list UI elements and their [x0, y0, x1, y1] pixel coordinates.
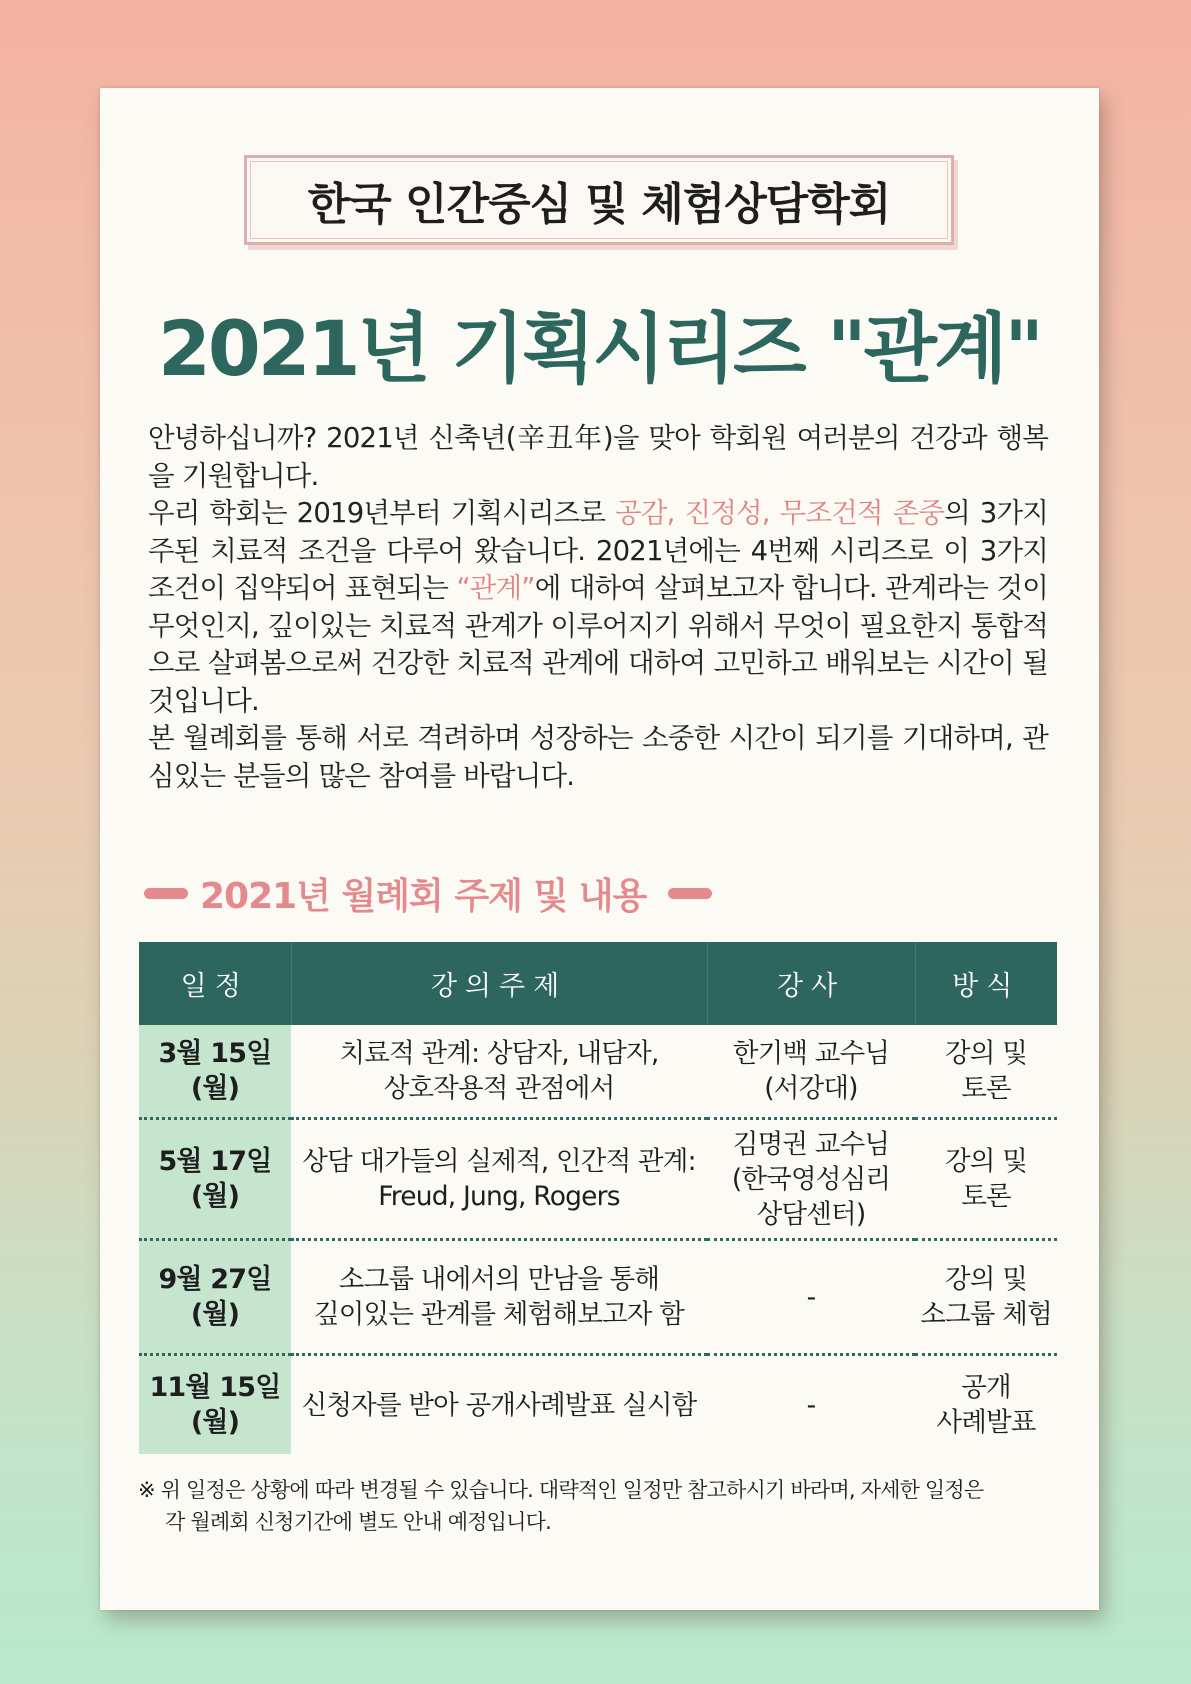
org-name: 한국 인간중심 및 체험상담학회	[307, 179, 891, 230]
weekday-line: (월)	[190, 1181, 240, 1212]
topic-cell	[291, 1355, 707, 1455]
method-line: 사례발표	[936, 1407, 1036, 1438]
lecturer-line: (서강대)	[764, 1073, 858, 1104]
method-line: 강의 및	[944, 1264, 1028, 1295]
table-row	[139, 1240, 1057, 1355]
weekday-line: (월)	[190, 1299, 240, 1330]
date-line: 5월 17일	[158, 1146, 272, 1177]
date-cell	[139, 1355, 291, 1455]
lecturer-line: -	[806, 1281, 816, 1313]
table-row	[139, 1119, 1057, 1240]
intro-text-part: 우리 학회는 2019년부터 기획시리즈로	[148, 497, 616, 529]
intro-greeting: 안녕하십니까? 2021년 신축년(辛丑年)을 맞아 학회원 여러분의 건강과 행복을 기원합니다.	[148, 422, 1048, 492]
flyer-paper	[100, 88, 1099, 1610]
topic-cell	[291, 1025, 707, 1119]
intro-text	[148, 420, 1048, 795]
topic-line: 소그룹 내에서의 만남을 통해	[338, 1264, 660, 1295]
header-topic: 강의주제	[291, 942, 707, 1025]
date-cell	[139, 1025, 291, 1119]
table-row	[139, 1025, 1057, 1119]
schedule-section-title: 2021년 월례회 주제 및 내용	[200, 875, 647, 917]
highlight-conditions: 공감, 진정성, 무조건적 존중	[615, 497, 945, 529]
method-line: 강의 및	[944, 1146, 1028, 1177]
lecturer-line: -	[806, 1389, 816, 1421]
schedule-section-heading	[144, 868, 712, 918]
note-line: ※ 위 일정은 상황에 따라 변경될 수 있습니다. 대략적인 일정만 참고하시기 바라며, 자세한 일정은	[138, 1478, 984, 1502]
topic-line: 치료적 관계: 상담자, 내담자,	[339, 1038, 659, 1069]
table-row	[139, 1355, 1057, 1455]
method-cell	[915, 1119, 1057, 1240]
header-date: 일정	[139, 942, 291, 1025]
date-cell	[139, 1119, 291, 1240]
lecturer-line: (한국영성심리	[731, 1163, 891, 1195]
topic-cell	[291, 1240, 707, 1355]
header-lecturer: 강사	[707, 942, 915, 1025]
date-cell	[139, 1240, 291, 1355]
method-cell	[915, 1355, 1057, 1455]
org-name-box	[244, 155, 954, 245]
intro-closing: 본 월례회를 통해 서로 격려하며 성장하는 소중한 시간이 되기를 기대하며, 관심있는 분들의 많은 참여를 바랍니다.	[148, 722, 1048, 792]
intro-text-part: 의 3가지 주된 치료적 조건을 다루어 왔습니다. 2021년에는 4번째 시리즈로 이 3가지 조건이 집약되어 표현되는	[148, 497, 1049, 604]
header-method: 방식	[915, 942, 1057, 1025]
topic-line: 깊이있는 관계를 체험해보고자 함	[313, 1299, 685, 1330]
lecturer-cell	[707, 1025, 915, 1119]
topic-line: 상담 대가들의 실제적, 인간적 관계:	[302, 1146, 696, 1177]
method-cell	[915, 1025, 1057, 1119]
lecturer-line: 한기백 교수님	[732, 1038, 890, 1069]
schedule-header-row	[139, 942, 1057, 1025]
note-line: 각 월례회 신청기간에 별도 안내 예정입니다.	[165, 1510, 551, 1534]
method-line: 강의 및	[944, 1038, 1028, 1069]
heading-dash-right	[668, 888, 712, 899]
lecturer-line: 김명권 교수님	[732, 1128, 890, 1160]
date-line: 3월 15일	[158, 1038, 272, 1069]
topic-line: 신청자를 받아 공개사례발표 실시함	[301, 1389, 697, 1421]
schedule-table	[139, 942, 1057, 1454]
method-line: 토론	[961, 1073, 1011, 1104]
method-line: 공개	[961, 1372, 1011, 1403]
weekday-line: (월)	[190, 1073, 240, 1104]
main-title: 2021년 기획시리즈 "관계"	[158, 304, 1041, 393]
topic-cell	[291, 1119, 707, 1240]
method-line: 소그룹 체험	[920, 1299, 1052, 1330]
method-line: 토론	[961, 1181, 1011, 1212]
method-cell	[915, 1240, 1057, 1355]
date-line: 9월 27일	[158, 1264, 272, 1295]
date-line: 11월 15일	[149, 1372, 281, 1403]
weekday-line: (월)	[190, 1407, 240, 1438]
lecturer-cell	[707, 1240, 915, 1355]
lecturer-cell	[707, 1355, 915, 1455]
lecturer-line: 상담센터)	[756, 1198, 866, 1230]
intro-series-description	[148, 495, 1048, 720]
schedule-note	[138, 1474, 1058, 1538]
intro-text-part: 에 대하여 살펴보고자 합니다. 관계라는 것이 무엇인지, 깊이있는 치료적 관계가 이루어지기 위해서 무엇이 필요한지 통합적으로 살펴봄으로써 건강한 치료적 관계에 대하여 고민하고 배워보는 시간이 될 것입니다.	[148, 572, 1048, 717]
highlight-relationship: “관계”	[456, 572, 535, 604]
lecturer-cell	[707, 1119, 915, 1240]
topic-line: Freud, Jung, Rogers	[378, 1181, 620, 1212]
heading-dash-left	[144, 888, 188, 899]
topic-line: 상호작용적 관점에서	[383, 1073, 615, 1104]
